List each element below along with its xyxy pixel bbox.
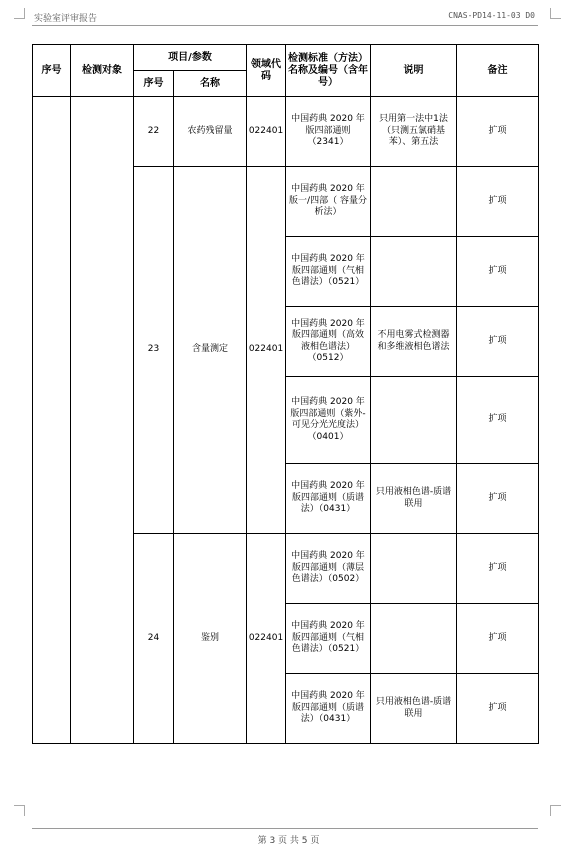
crop-mark-top-left xyxy=(14,8,25,19)
item-name-cell: 农药残留量 xyxy=(174,97,247,167)
remark-cell: 扩项 xyxy=(457,237,539,307)
header-domain-code: 领域代码 xyxy=(247,45,286,97)
crop-mark-bottom-left xyxy=(14,805,25,816)
standard-cell: 中国药典 2020 年版四部通则（高效液相色谱法）（0512） xyxy=(286,307,371,377)
sub-seq-cell: 22 xyxy=(134,97,174,167)
note-cell: 只用液相色谱-质谱联用 xyxy=(371,674,457,744)
remark-cell: 扩项 xyxy=(457,167,539,237)
crop-mark-top-right xyxy=(550,8,561,19)
item-name-cell: 鉴别 xyxy=(174,534,247,744)
header-remark: 备注 xyxy=(457,45,539,97)
sub-seq-cell: 24 xyxy=(134,534,174,744)
page-number: 第 3 页 共 5 页 xyxy=(257,836,320,846)
standard-cell: 中国药典 2020 年版四部通则（薄层色谱法）（0502） xyxy=(286,534,371,604)
table-row xyxy=(33,97,539,167)
remark-cell: 扩项 xyxy=(457,674,539,744)
header-object: 检测对象 xyxy=(71,45,134,97)
inspection-table xyxy=(32,44,539,744)
header-item-param: 项目/参数 xyxy=(134,45,247,71)
remark-cell: 扩项 xyxy=(457,307,539,377)
header-explanation: 说明 xyxy=(371,45,457,97)
note-cell xyxy=(371,237,457,307)
note-cell xyxy=(371,534,457,604)
header-standard: 检测标准（方法）名称及编号（含年号） xyxy=(286,45,371,97)
standard-cell: 中国药典 2020 年版四部通则（气相色谱法）（0521） xyxy=(286,237,371,307)
remark-cell: 扩项 xyxy=(457,377,539,464)
sub-seq-cell: 23 xyxy=(134,167,174,534)
remark-cell: 扩项 xyxy=(457,604,539,674)
report-title: 实验室评审报告 xyxy=(34,14,98,24)
domain-code-cell: 022401 xyxy=(247,167,286,534)
standard-cell: 中国药典 2020 年版一/四部（ 容量分析法） xyxy=(286,167,371,237)
domain-code-cell: 022401 xyxy=(247,534,286,744)
object-cell xyxy=(71,97,134,744)
document-code: CNAS-PD14-11-03 D0 xyxy=(448,11,535,20)
remark-cell: 扩项 xyxy=(457,534,539,604)
standard-cell: 中国药典 2020 年版四部通则（紫外-可见分光光度法）（0401） xyxy=(286,377,371,464)
remark-cell: 扩项 xyxy=(457,464,539,534)
standard-cell: 中国药典 2020 年版四部通则（2341） xyxy=(286,97,371,167)
note-cell: 只用液相色谱-质谱联用 xyxy=(371,464,457,534)
footer-rule xyxy=(32,828,538,829)
note-cell xyxy=(371,167,457,237)
header-sub-seq: 序号 xyxy=(134,71,174,97)
header-name: 名称 xyxy=(174,71,247,97)
note-cell xyxy=(371,604,457,674)
standard-cell: 中国药典 2020 年版四部通则（质谱法）（0431） xyxy=(286,674,371,744)
header-seq: 序号 xyxy=(33,45,71,97)
item-name-cell: 含量测定 xyxy=(174,167,247,534)
remark-cell: 扩项 xyxy=(457,97,539,167)
domain-code-cell: 022401 xyxy=(247,97,286,167)
note-cell xyxy=(371,377,457,464)
crop-mark-bottom-right xyxy=(550,805,561,816)
standard-cell: 中国药典 2020 年版四部通则（气相色谱法）（0521） xyxy=(286,604,371,674)
header-rule xyxy=(32,25,538,26)
note-cell: 不用电雾式检测器和多维液相色谱法 xyxy=(371,307,457,377)
note-cell: 只用第一法中1法（只测五氯硝基苯）、第五法 xyxy=(371,97,457,167)
seq-cell xyxy=(33,97,71,744)
standard-cell: 中国药典 2020 年版四部通则（质谱法）（0431） xyxy=(286,464,371,534)
